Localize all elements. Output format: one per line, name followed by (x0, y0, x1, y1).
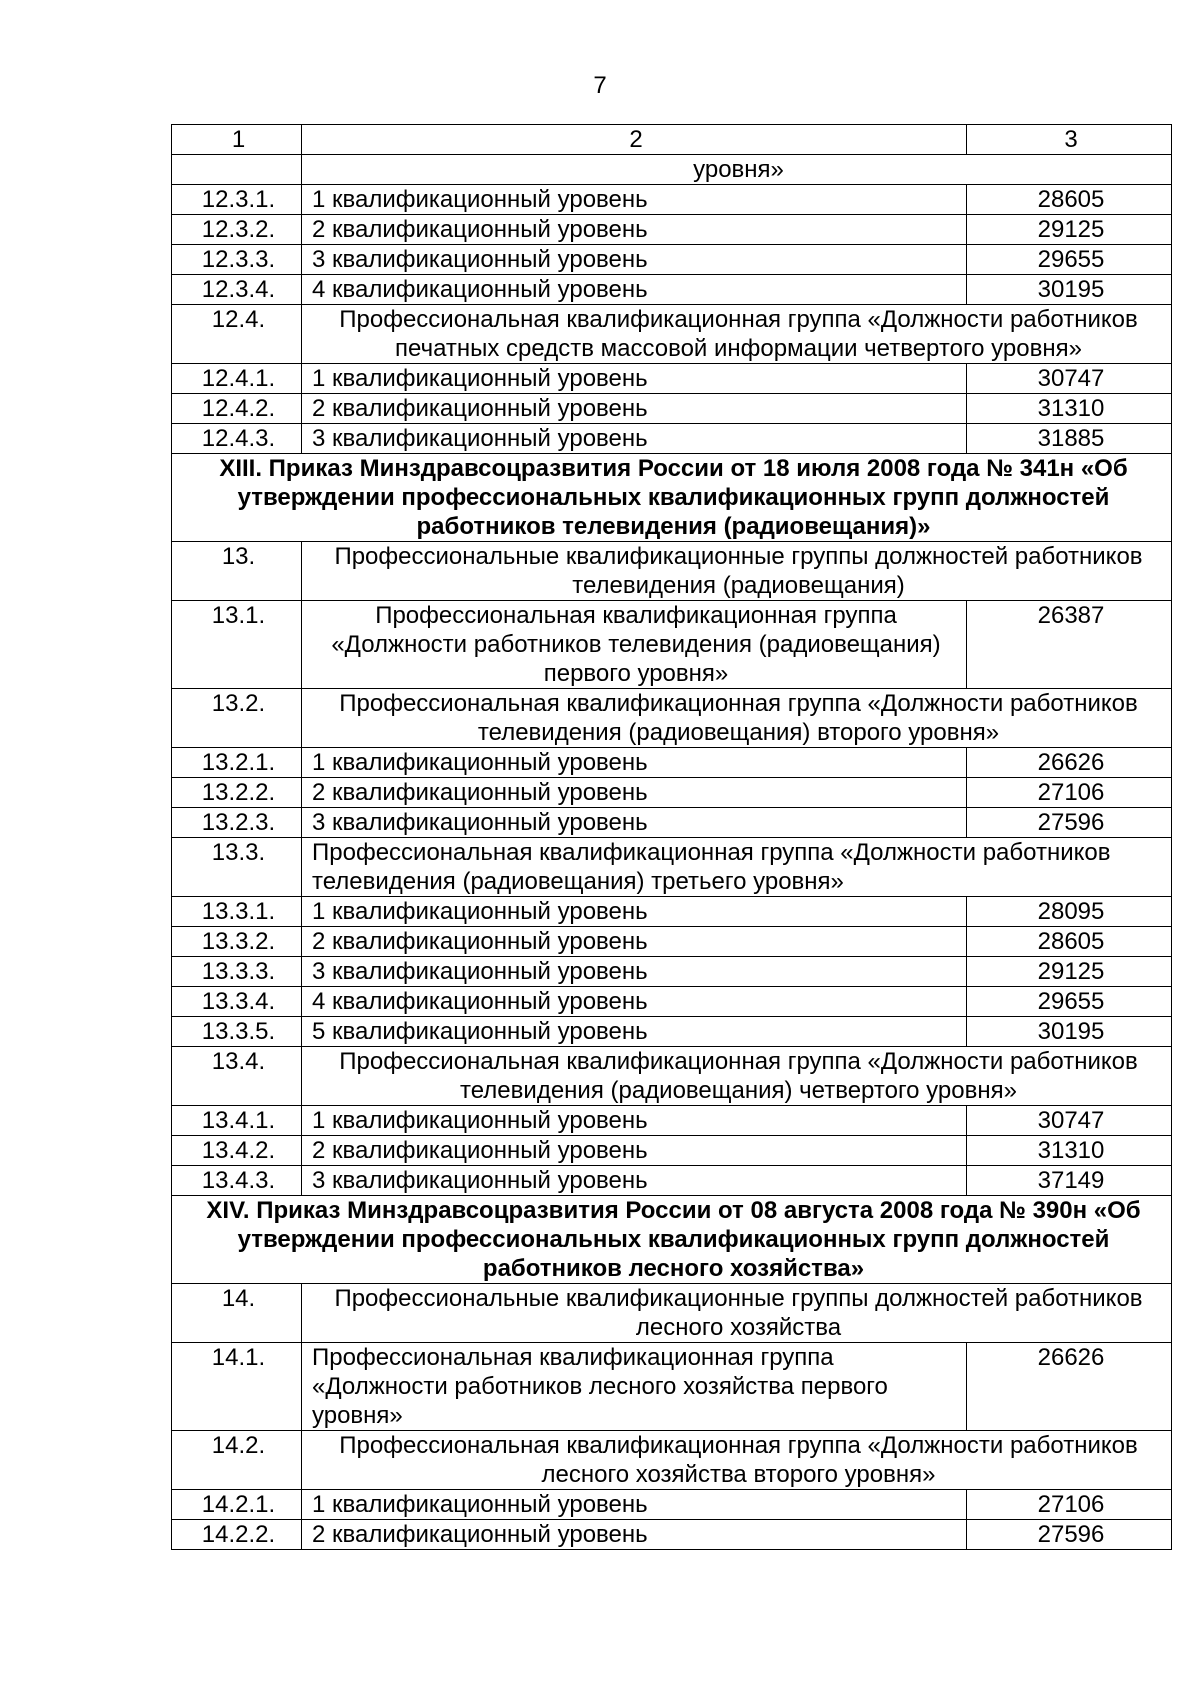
row-value-cell: 29655 (967, 987, 1172, 1017)
row-text-cell: уровня» (302, 155, 1172, 185)
table-row (172, 275, 1172, 305)
row-value-cell: 30195 (967, 1017, 1172, 1047)
table-row (172, 1136, 1172, 1166)
table-row (172, 185, 1172, 215)
table-row (172, 394, 1172, 424)
row-number-cell: 13.3. (172, 838, 302, 897)
row-number-cell: 13.3.3. (172, 957, 302, 987)
row-text-cell: 1 квалификационный уровень (302, 1490, 967, 1520)
row-number-cell: 13.3.2. (172, 927, 302, 957)
row-text-cell: 2 квалификационный уровень (302, 394, 967, 424)
table-row (172, 1431, 1172, 1490)
row-number-cell: 13.4.3. (172, 1166, 302, 1196)
row-number-cell: 13.3.5. (172, 1017, 302, 1047)
row-text-cell: 3 квалификационный уровень (302, 1166, 967, 1196)
table-row (172, 1196, 1172, 1284)
row-number-cell: 13. (172, 542, 302, 601)
row-text-cell: 2 квалификационный уровень (302, 215, 967, 245)
row-value-cell: 26626 (967, 748, 1172, 778)
table-row (172, 838, 1172, 897)
row-value-cell: 29125 (967, 215, 1172, 245)
row-text-cell: 1 квалификационный уровень (302, 748, 967, 778)
table-row (172, 897, 1172, 927)
row-number-cell: 13.2.2. (172, 778, 302, 808)
row-value-cell: 27596 (967, 808, 1172, 838)
table-row (172, 957, 1172, 987)
row-text-cell: Профессиональная квалификационная группа «Должности работников лесного хозяйства первого уровня» (302, 1343, 967, 1431)
row-number-cell: 13.4.1. (172, 1106, 302, 1136)
row-value-cell: 30195 (967, 275, 1172, 305)
row-text-cell: 1 квалификационный уровень (302, 364, 967, 394)
row-number-cell: 12.3.4. (172, 275, 302, 305)
row-number-cell: 13.4.2. (172, 1136, 302, 1166)
row-number-cell: 13.3.1. (172, 897, 302, 927)
row-text-cell: 1 квалификационный уровень (302, 1106, 967, 1136)
section-heading: XIV. Приказ Минздравсоцразвития России от 08 августа 2008 года № 390н «Об утверждении профессиональных квалификационных групп должностей работников лесного хозяйства» (172, 1196, 1172, 1284)
row-value-cell: 30747 (967, 364, 1172, 394)
row-number-cell: 12.3.3. (172, 245, 302, 275)
salary-table (171, 124, 1172, 1550)
row-text-cell: Профессиональная квалификационная группа «Должности работников телевидения (радиовещания) первого уровня» (302, 601, 967, 689)
row-number-cell: 14.1. (172, 1343, 302, 1431)
column-header-1: 1 (172, 125, 302, 155)
row-text-cell: 3 квалификационный уровень (302, 245, 967, 275)
table-row (172, 778, 1172, 808)
row-value-cell: 28605 (967, 927, 1172, 957)
row-value-cell: 31885 (967, 424, 1172, 454)
page-number: 7 (593, 72, 607, 99)
row-text-cell: 3 квалификационный уровень (302, 808, 967, 838)
row-text-cell: Профессиональная квалификационная группа «Должности работников телевидения (радиовещания) третьего уровня» (302, 838, 1172, 897)
row-text-cell: Профессиональная квалификационная группа «Должности работников печатных средств массовой информации четвертого уровня» (302, 305, 1172, 364)
table-row (172, 689, 1172, 748)
row-value-cell: 27596 (967, 1520, 1172, 1550)
row-value-cell: 29655 (967, 245, 1172, 275)
row-value-cell: 28605 (967, 185, 1172, 215)
row-text-cell: 1 квалификационный уровень (302, 185, 967, 215)
row-number-cell: 13.2.1. (172, 748, 302, 778)
column-header-2: 2 (302, 125, 967, 155)
table-body (172, 155, 1172, 1550)
table-row (172, 1520, 1172, 1550)
row-text-cell: 1 квалификационный уровень (302, 897, 967, 927)
row-number-cell: 14.2.1. (172, 1490, 302, 1520)
row-number-cell: 13.3.4. (172, 987, 302, 1017)
table-row (172, 1490, 1172, 1520)
table-row (172, 542, 1172, 601)
row-text-cell: Профессиональная квалификационная группа «Должности работников телевидения (радиовещания) второго уровня» (302, 689, 1172, 748)
row-number-cell: 12.4. (172, 305, 302, 364)
row-value-cell: 30747 (967, 1106, 1172, 1136)
row-number-cell: 13.1. (172, 601, 302, 689)
row-text-cell: 3 квалификационный уровень (302, 957, 967, 987)
row-text-cell: Профессиональная квалификационная группа «Должности работников телевидения (радиовещания) четвертого уровня» (302, 1047, 1172, 1106)
row-value-cell: 27106 (967, 1490, 1172, 1520)
row-text-cell: 3 квалификационный уровень (302, 424, 967, 454)
table-row (172, 424, 1172, 454)
column-header-3: 3 (967, 125, 1172, 155)
row-value-cell: 26626 (967, 1343, 1172, 1431)
table-row (172, 364, 1172, 394)
row-number-cell: 14. (172, 1284, 302, 1343)
row-number-cell: 13.2.3. (172, 808, 302, 838)
table-row (172, 1047, 1172, 1106)
table-row (172, 987, 1172, 1017)
row-value-cell: 28095 (967, 897, 1172, 927)
row-number-cell: 14.2. (172, 1431, 302, 1490)
table-row (172, 748, 1172, 778)
table-row (172, 305, 1172, 364)
row-number-cell (172, 155, 302, 185)
row-text-cell: 2 квалификационный уровень (302, 927, 967, 957)
row-number-cell: 12.3.1. (172, 185, 302, 215)
table-row (172, 1166, 1172, 1196)
table-row (172, 1017, 1172, 1047)
table-row (172, 927, 1172, 957)
table-row (172, 245, 1172, 275)
row-value-cell: 27106 (967, 778, 1172, 808)
section-heading: XIII. Приказ Минздравсоцразвития России от 18 июля 2008 года № 341н «Об утверждении профессиональных квалификационных групп должностей работников телевидения (радиовещания)» (172, 454, 1172, 542)
row-number-cell: 12.4.2. (172, 394, 302, 424)
row-text-cell: Профессиональные квалификационные группы должностей работников лесного хозяйства (302, 1284, 1172, 1343)
row-text-cell: Профессиональные квалификационные группы должностей работников телевидения (радиовещания) (302, 542, 1172, 601)
table-row (172, 155, 1172, 185)
row-text-cell: 5 квалификационный уровень (302, 1017, 967, 1047)
table-header-row (172, 125, 1172, 155)
row-value-cell: 26387 (967, 601, 1172, 689)
row-value-cell: 29125 (967, 957, 1172, 987)
table-row (172, 808, 1172, 838)
table-row (172, 1284, 1172, 1343)
row-value-cell: 37149 (967, 1166, 1172, 1196)
table-row (172, 1343, 1172, 1431)
row-number-cell: 12.4.1. (172, 364, 302, 394)
row-text-cell: 2 квалификационный уровень (302, 778, 967, 808)
table-row (172, 601, 1172, 689)
row-value-cell: 31310 (967, 1136, 1172, 1166)
row-text-cell: 4 квалификационный уровень (302, 987, 967, 1017)
row-number-cell: 13.2. (172, 689, 302, 748)
row-text-cell: 4 квалификационный уровень (302, 275, 967, 305)
table-row (172, 215, 1172, 245)
row-number-cell: 12.3.2. (172, 215, 302, 245)
table-row (172, 454, 1172, 542)
row-number-cell: 13.4. (172, 1047, 302, 1106)
row-number-cell: 12.4.3. (172, 424, 302, 454)
table-row (172, 1106, 1172, 1136)
row-number-cell: 14.2.2. (172, 1520, 302, 1550)
row-value-cell: 31310 (967, 394, 1172, 424)
row-text-cell: 2 квалификационный уровень (302, 1136, 967, 1166)
row-text-cell: Профессиональная квалификационная группа «Должности работников лесного хозяйства второго уровня» (302, 1431, 1172, 1490)
row-text-cell: 2 квалификационный уровень (302, 1520, 967, 1550)
